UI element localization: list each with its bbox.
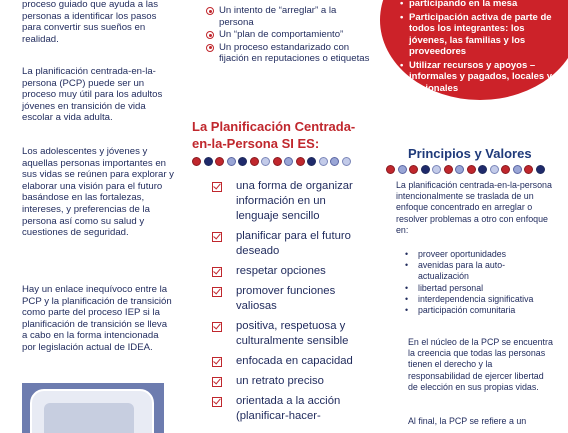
photo-subject [44, 403, 134, 433]
list-item: positiva, respetuosa y culturalmente sensible [206, 319, 366, 349]
core-belief-paragraph: En el núcleo de la PCP se encuentra la creencia que todas las personas tienen el derecho y la responsabilidad de ejercer libertad de elección en sus propias vidas. [408, 337, 553, 392]
youth-paragraph: Los adolescentes y jóvenes y aquellas personas importantes en sus vidas se reúnen para explorar y elaborar una visión para el futuro basándose en las fortalezas, intereses, y preferencias de la persona así como su salud y cuestiones de seguridad. [22, 146, 174, 239]
intro-paragraph: proceso guiado que ayuda a las personas a identificar los pasos para convertir sus sueños en realidad. [22, 0, 159, 45]
focus-list [396, 249, 554, 316]
oval-list [400, 0, 560, 94]
bullet-icon [206, 7, 214, 15]
list-item: • proveer oportunidades [396, 249, 554, 260]
list-item: un retrato preciso [206, 374, 366, 389]
checkbox-icon [212, 182, 222, 192]
checkbox-icon [212, 397, 222, 407]
checkbox-icon [212, 287, 222, 297]
bullet-icon [206, 31, 214, 39]
list-item: Un proceso estandarizado con fijación en reputaciones o etiquetas [205, 42, 370, 65]
list-item: • avenidas para la auto-actualización [396, 260, 554, 282]
dots-divider [192, 157, 351, 166]
checkbox-icon [212, 357, 222, 367]
list-item: • interdependencia significativa [396, 294, 554, 305]
list-item: respetar opciones [206, 264, 366, 279]
iep-paragraph: Hay un enlace inequívoco entre la PCP y la planificación de transición como parte del proceso IEP si la planificación de transición se lleva a cabo en la forma intencionada por legislación actual de IDEA. [22, 284, 172, 353]
checkbox-icon [212, 267, 222, 277]
list-item: Un intento de “arreglar” a la persona [205, 5, 370, 28]
list-item: Un “plan de comportamiento” [205, 29, 370, 41]
bullet-icon [206, 44, 214, 52]
list-item: enfocada en capacidad [206, 354, 366, 369]
list-item: • libertad personal [396, 283, 554, 294]
is-checklist [206, 179, 366, 424]
checkbox-icon [212, 377, 222, 387]
list-item: • Utilizar recursos y apoyos – informales y pagados, locales y nacionales [400, 60, 560, 95]
list-item: • participando en la mesa [400, 0, 560, 10]
list-item: orientada a la acción (planificar-hacer- [206, 394, 366, 424]
principles-paragraph: La planificación centrada-en-la-persona intencionalmente se traslada de un enfoque concentrado en arreglar o resolver problemas a otro con enfoque en: [396, 180, 552, 235]
conclusion-paragraph: Al final, la PCP se refiere a un [408, 416, 527, 426]
dots-divider [386, 165, 545, 174]
pcp-paragraph: La planificación centrada-en-la-persona (PCP) puede ser un proceso muy útil para los adultos jóvenes en transición de vida escolar a vida adulta. [22, 66, 163, 124]
checkbox-icon [212, 232, 222, 242]
is-heading: La Planificación Centrada-en-la-Persona SI ES: [192, 119, 356, 151]
list-item: una forma de organizar información en un lenguaje sencillo [206, 179, 366, 224]
principles-heading: Principios y Valores [408, 146, 532, 161]
checkbox-icon [212, 322, 222, 332]
is-not-list [205, 5, 370, 65]
list-item: promover funciones valiosas [206, 284, 366, 314]
list-item: planificar para el futuro deseado [206, 229, 366, 259]
list-item: • participación comunitaria [396, 305, 554, 316]
list-item: • Participación activa de parte de todos los integrantes: los jóvenes, las familias y los proveedores [400, 12, 560, 58]
